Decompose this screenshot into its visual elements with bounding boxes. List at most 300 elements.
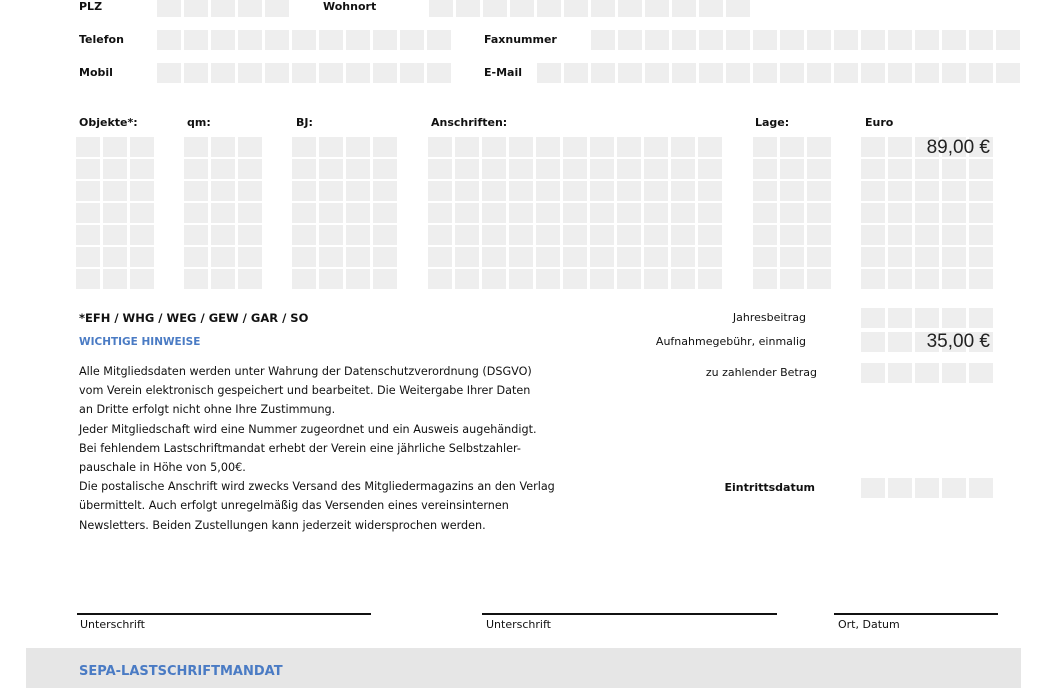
lage-cell[interactable]: [753, 159, 777, 179]
wohnort-cell[interactable]: [672, 0, 696, 17]
zahlender-cell[interactable]: [942, 363, 966, 383]
email-cell[interactable]: [780, 63, 804, 83]
lage-cell[interactable]: [780, 137, 804, 157]
anschriften-cell[interactable]: [590, 247, 614, 267]
euro-cell[interactable]: [861, 225, 885, 245]
lage-cell[interactable]: [753, 225, 777, 245]
eintritt-cell[interactable]: [861, 478, 885, 498]
mobil-cell[interactable]: [346, 63, 370, 83]
objekte-cell[interactable]: [103, 159, 127, 179]
fax-field[interactable]: [591, 30, 1020, 50]
anschriften-cell[interactable]: [671, 181, 695, 201]
euro-cell[interactable]: [915, 181, 939, 201]
objekte-cell[interactable]: [76, 269, 100, 289]
anschriften-cell[interactable]: [455, 225, 479, 245]
euro-cell[interactable]: [861, 203, 885, 223]
wohnort-cell[interactable]: [537, 0, 561, 17]
bj-cell[interactable]: [373, 159, 397, 179]
wohnort-cell[interactable]: [645, 0, 669, 17]
telefon-cell[interactable]: [373, 30, 397, 50]
bj-cell[interactable]: [346, 181, 370, 201]
qm-cell[interactable]: [238, 247, 262, 267]
bj-cell[interactable]: [292, 159, 316, 179]
anschriften-cell[interactable]: [698, 181, 722, 201]
qm-cell[interactable]: [238, 159, 262, 179]
anschriften-cell[interactable]: [536, 269, 560, 289]
euro-cell[interactable]: [861, 181, 885, 201]
anschriften-cell[interactable]: [617, 181, 641, 201]
bj-cell[interactable]: [373, 225, 397, 245]
euro-cell[interactable]: [915, 269, 939, 289]
qm-cell[interactable]: [211, 159, 235, 179]
euro-cell[interactable]: [861, 269, 885, 289]
anschriften-cell[interactable]: [617, 269, 641, 289]
aufnahme-cell[interactable]: [888, 332, 912, 352]
anschriften-cell[interactable]: [698, 247, 722, 267]
plz-field[interactable]: [157, 0, 289, 17]
anschriften-cell[interactable]: [563, 159, 587, 179]
mobil-field[interactable]: [157, 63, 451, 83]
lage-grid[interactable]: [753, 137, 831, 289]
euro-cell[interactable]: [888, 159, 912, 179]
plz-cell[interactable]: [265, 0, 289, 17]
email-cell[interactable]: [672, 63, 696, 83]
anschriften-cell[interactable]: [428, 137, 452, 157]
bj-cell[interactable]: [346, 269, 370, 289]
anschriften-cell[interactable]: [428, 159, 452, 179]
aufnahme-cell[interactable]: [861, 332, 885, 352]
email-cell[interactable]: [726, 63, 750, 83]
jahresbeitrag-cell[interactable]: [888, 308, 912, 328]
anschriften-cell[interactable]: [563, 203, 587, 223]
anschriften-cell[interactable]: [644, 225, 668, 245]
objekte-cell[interactable]: [130, 269, 154, 289]
plz-cell[interactable]: [157, 0, 181, 17]
euro-cell[interactable]: [888, 225, 912, 245]
anschriften-cell[interactable]: [644, 269, 668, 289]
email-cell[interactable]: [996, 63, 1020, 83]
anschriften-cell[interactable]: [482, 181, 506, 201]
fax-cell[interactable]: [726, 30, 750, 50]
wohnort-cell[interactable]: [510, 0, 534, 17]
euro-cell[interactable]: [942, 181, 966, 201]
email-cell[interactable]: [969, 63, 993, 83]
anschriften-cell[interactable]: [563, 225, 587, 245]
bj-cell[interactable]: [346, 247, 370, 267]
euro-cell[interactable]: [942, 269, 966, 289]
anschriften-cell[interactable]: [455, 247, 479, 267]
email-cell[interactable]: [915, 63, 939, 83]
qm-cell[interactable]: [184, 247, 208, 267]
anschriften-cell[interactable]: [428, 225, 452, 245]
lage-cell[interactable]: [780, 203, 804, 223]
euro-cell[interactable]: [969, 247, 993, 267]
fax-cell[interactable]: [672, 30, 696, 50]
euro-cell[interactable]: [969, 203, 993, 223]
telefon-cell[interactable]: [292, 30, 316, 50]
objekte-cell[interactable]: [103, 137, 127, 157]
mobil-cell[interactable]: [238, 63, 262, 83]
objekte-cell[interactable]: [103, 181, 127, 201]
mobil-cell[interactable]: [400, 63, 424, 83]
anschriften-cell[interactable]: [536, 247, 560, 267]
anschriften-cell[interactable]: [698, 269, 722, 289]
objekte-cell[interactable]: [130, 225, 154, 245]
wohnort-cell[interactable]: [699, 0, 723, 17]
telefon-cell[interactable]: [265, 30, 289, 50]
anschriften-cell[interactable]: [590, 269, 614, 289]
anschriften-cell[interactable]: [509, 159, 533, 179]
euro-grid[interactable]: [861, 137, 993, 289]
euro-cell[interactable]: [861, 137, 885, 157]
anschriften-cell[interactable]: [482, 247, 506, 267]
lage-cell[interactable]: [780, 247, 804, 267]
anschriften-cell[interactable]: [536, 137, 560, 157]
bj-cell[interactable]: [346, 225, 370, 245]
lage-cell[interactable]: [780, 225, 804, 245]
anschriften-cell[interactable]: [617, 247, 641, 267]
telefon-cell[interactable]: [346, 30, 370, 50]
bj-cell[interactable]: [292, 247, 316, 267]
fax-cell[interactable]: [942, 30, 966, 50]
bj-cell[interactable]: [373, 137, 397, 157]
anschriften-cell[interactable]: [509, 225, 533, 245]
euro-cell[interactable]: [942, 225, 966, 245]
qm-cell[interactable]: [211, 181, 235, 201]
anschriften-cell[interactable]: [536, 181, 560, 201]
lage-cell[interactable]: [807, 247, 831, 267]
bj-cell[interactable]: [319, 137, 343, 157]
anschriften-cell[interactable]: [455, 137, 479, 157]
euro-cell[interactable]: [888, 203, 912, 223]
wohnort-cell[interactable]: [591, 0, 615, 17]
euro-cell[interactable]: [942, 247, 966, 267]
email-cell[interactable]: [645, 63, 669, 83]
objekte-grid[interactable]: [76, 137, 154, 289]
telefon-cell[interactable]: [319, 30, 343, 50]
bj-cell[interactable]: [319, 181, 343, 201]
bj-cell[interactable]: [346, 203, 370, 223]
anschriften-cell[interactable]: [563, 181, 587, 201]
anschriften-cell[interactable]: [455, 159, 479, 179]
anschriften-cell[interactable]: [455, 269, 479, 289]
email-cell[interactable]: [942, 63, 966, 83]
anschriften-cell[interactable]: [428, 269, 452, 289]
lage-cell[interactable]: [807, 225, 831, 245]
plz-cell[interactable]: [238, 0, 262, 17]
anschriften-cell[interactable]: [644, 137, 668, 157]
anschriften-cell[interactable]: [644, 159, 668, 179]
eintritt-cell[interactable]: [969, 478, 993, 498]
objekte-cell[interactable]: [76, 225, 100, 245]
fax-cell[interactable]: [618, 30, 642, 50]
mobil-cell[interactable]: [265, 63, 289, 83]
jahresbeitrag-cell[interactable]: [942, 308, 966, 328]
qm-cell[interactable]: [238, 137, 262, 157]
eintritt-cell[interactable]: [942, 478, 966, 498]
euro-cell[interactable]: [942, 203, 966, 223]
objekte-cell[interactable]: [130, 159, 154, 179]
qm-cell[interactable]: [184, 137, 208, 157]
bj-cell[interactable]: [319, 247, 343, 267]
signature-line-1[interactable]: [77, 613, 371, 615]
fax-cell[interactable]: [645, 30, 669, 50]
telefon-cell[interactable]: [427, 30, 451, 50]
euro-cell[interactable]: [888, 269, 912, 289]
lage-cell[interactable]: [753, 269, 777, 289]
wohnort-cell[interactable]: [618, 0, 642, 17]
anschriften-cell[interactable]: [563, 247, 587, 267]
plz-cell[interactable]: [211, 0, 235, 17]
zahlender-cell[interactable]: [969, 363, 993, 383]
mobil-cell[interactable]: [184, 63, 208, 83]
wohnort-field[interactable]: [429, 0, 750, 17]
objekte-cell[interactable]: [76, 159, 100, 179]
anschriften-cell[interactable]: [590, 159, 614, 179]
anschriften-cell[interactable]: [698, 159, 722, 179]
bj-grid[interactable]: [292, 137, 397, 289]
mobil-cell[interactable]: [373, 63, 397, 83]
jahresbeitrag-cell[interactable]: [915, 308, 939, 328]
mobil-cell[interactable]: [157, 63, 181, 83]
fax-cell[interactable]: [780, 30, 804, 50]
mobil-cell[interactable]: [427, 63, 451, 83]
euro-cell[interactable]: [969, 269, 993, 289]
euro-cell[interactable]: [969, 181, 993, 201]
anschriften-cell[interactable]: [671, 159, 695, 179]
wohnort-cell[interactable]: [483, 0, 507, 17]
anschriften-cell[interactable]: [671, 137, 695, 157]
bj-cell[interactable]: [292, 225, 316, 245]
jahresbeitrag-field[interactable]: [861, 308, 993, 328]
anschriften-cell[interactable]: [590, 181, 614, 201]
wohnort-cell[interactable]: [564, 0, 588, 17]
telefon-cell[interactable]: [211, 30, 235, 50]
telefon-cell[interactable]: [157, 30, 181, 50]
email-field[interactable]: [537, 63, 1020, 83]
bj-cell[interactable]: [319, 225, 343, 245]
lage-cell[interactable]: [780, 181, 804, 201]
mobil-cell[interactable]: [292, 63, 316, 83]
anschriften-cell[interactable]: [617, 159, 641, 179]
objekte-cell[interactable]: [103, 203, 127, 223]
anschriften-cell[interactable]: [590, 225, 614, 245]
anschriften-cell[interactable]: [536, 159, 560, 179]
anschriften-cell[interactable]: [698, 225, 722, 245]
objekte-cell[interactable]: [76, 137, 100, 157]
zahlender-cell[interactable]: [915, 363, 939, 383]
fax-cell[interactable]: [969, 30, 993, 50]
qm-cell[interactable]: [211, 137, 235, 157]
bj-cell[interactable]: [373, 269, 397, 289]
wohnort-cell[interactable]: [429, 0, 453, 17]
qm-cell[interactable]: [238, 225, 262, 245]
anschriften-cell[interactable]: [563, 137, 587, 157]
anschriften-cell[interactable]: [509, 247, 533, 267]
anschriften-cell[interactable]: [482, 269, 506, 289]
euro-cell[interactable]: [969, 225, 993, 245]
anschriften-cell[interactable]: [563, 269, 587, 289]
bj-cell[interactable]: [292, 137, 316, 157]
email-cell[interactable]: [618, 63, 642, 83]
mobil-cell[interactable]: [319, 63, 343, 83]
qm-cell[interactable]: [238, 203, 262, 223]
anschriften-cell[interactable]: [671, 225, 695, 245]
lage-cell[interactable]: [807, 181, 831, 201]
qm-cell[interactable]: [184, 181, 208, 201]
bj-cell[interactable]: [292, 269, 316, 289]
ort-datum-line[interactable]: [834, 613, 998, 615]
bj-cell[interactable]: [373, 181, 397, 201]
anschriften-cell[interactable]: [509, 137, 533, 157]
bj-cell[interactable]: [373, 203, 397, 223]
telefon-cell[interactable]: [238, 30, 262, 50]
qm-cell[interactable]: [211, 247, 235, 267]
anschriften-cell[interactable]: [590, 137, 614, 157]
lage-cell[interactable]: [807, 203, 831, 223]
bj-cell[interactable]: [319, 203, 343, 223]
email-cell[interactable]: [888, 63, 912, 83]
email-cell[interactable]: [537, 63, 561, 83]
anschriften-cell[interactable]: [455, 203, 479, 223]
qm-cell[interactable]: [211, 203, 235, 223]
objekte-cell[interactable]: [103, 269, 127, 289]
objekte-cell[interactable]: [76, 247, 100, 267]
objekte-cell[interactable]: [130, 203, 154, 223]
fax-cell[interactable]: [861, 30, 885, 50]
anschriften-cell[interactable]: [536, 225, 560, 245]
fax-cell[interactable]: [888, 30, 912, 50]
euro-cell[interactable]: [915, 203, 939, 223]
email-cell[interactable]: [699, 63, 723, 83]
anschriften-cell[interactable]: [509, 269, 533, 289]
email-cell[interactable]: [591, 63, 615, 83]
qm-cell[interactable]: [184, 159, 208, 179]
fax-cell[interactable]: [807, 30, 831, 50]
euro-cell[interactable]: [915, 225, 939, 245]
fax-cell[interactable]: [699, 30, 723, 50]
euro-cell[interactable]: [888, 247, 912, 267]
lage-cell[interactable]: [807, 137, 831, 157]
anschriften-cell[interactable]: [482, 159, 506, 179]
objekte-cell[interactable]: [103, 225, 127, 245]
objekte-cell[interactable]: [130, 181, 154, 201]
euro-cell[interactable]: [969, 159, 993, 179]
objekte-cell[interactable]: [130, 247, 154, 267]
mobil-cell[interactable]: [211, 63, 235, 83]
fax-cell[interactable]: [591, 30, 615, 50]
euro-cell[interactable]: [861, 159, 885, 179]
euro-cell[interactable]: [915, 247, 939, 267]
anschriften-cell[interactable]: [590, 203, 614, 223]
email-cell[interactable]: [834, 63, 858, 83]
fax-cell[interactable]: [834, 30, 858, 50]
bj-cell[interactable]: [373, 247, 397, 267]
anschriften-cell[interactable]: [671, 203, 695, 223]
fax-cell[interactable]: [996, 30, 1020, 50]
anschriften-cell[interactable]: [617, 137, 641, 157]
eintritt-cell[interactable]: [888, 478, 912, 498]
qm-cell[interactable]: [184, 203, 208, 223]
anschriften-cell[interactable]: [428, 203, 452, 223]
anschriften-cell[interactable]: [428, 247, 452, 267]
euro-cell[interactable]: [942, 159, 966, 179]
lage-cell[interactable]: [780, 159, 804, 179]
euro-cell[interactable]: [888, 181, 912, 201]
telefon-cell[interactable]: [400, 30, 424, 50]
anschriften-cell[interactable]: [617, 203, 641, 223]
euro-cell[interactable]: [915, 159, 939, 179]
objekte-cell[interactable]: [103, 247, 127, 267]
lage-cell[interactable]: [753, 137, 777, 157]
bj-cell[interactable]: [319, 159, 343, 179]
wohnort-cell[interactable]: [726, 0, 750, 17]
anschriften-cell[interactable]: [644, 247, 668, 267]
eintrittsdatum-field[interactable]: [861, 478, 993, 498]
objekte-cell[interactable]: [76, 203, 100, 223]
email-cell[interactable]: [753, 63, 777, 83]
anschriften-cell[interactable]: [428, 181, 452, 201]
anschriften-cell[interactable]: [698, 137, 722, 157]
objekte-cell[interactable]: [76, 181, 100, 201]
jahresbeitrag-cell[interactable]: [969, 308, 993, 328]
euro-cell[interactable]: [861, 247, 885, 267]
lage-cell[interactable]: [780, 269, 804, 289]
euro-cell[interactable]: [888, 137, 912, 157]
anschriften-cell[interactable]: [509, 203, 533, 223]
plz-cell[interactable]: [184, 0, 208, 17]
lage-cell[interactable]: [807, 159, 831, 179]
email-cell[interactable]: [564, 63, 588, 83]
anschriften-cell[interactable]: [617, 225, 641, 245]
lage-cell[interactable]: [753, 181, 777, 201]
anschriften-cell[interactable]: [644, 181, 668, 201]
lage-cell[interactable]: [753, 247, 777, 267]
qm-cell[interactable]: [184, 269, 208, 289]
wohnort-cell[interactable]: [456, 0, 480, 17]
lage-cell[interactable]: [753, 203, 777, 223]
anschriften-cell[interactable]: [536, 203, 560, 223]
telefon-field[interactable]: [157, 30, 451, 50]
anschriften-cell[interactable]: [455, 181, 479, 201]
bj-cell[interactable]: [319, 269, 343, 289]
jahresbeitrag-cell[interactable]: [861, 308, 885, 328]
qm-cell[interactable]: [238, 269, 262, 289]
anschriften-cell[interactable]: [482, 137, 506, 157]
anschriften-grid[interactable]: [428, 137, 722, 289]
qm-cell[interactable]: [184, 225, 208, 245]
anschriften-cell[interactable]: [509, 181, 533, 201]
anschriften-cell[interactable]: [671, 269, 695, 289]
anschriften-cell[interactable]: [698, 203, 722, 223]
telefon-cell[interactable]: [184, 30, 208, 50]
bj-cell[interactable]: [346, 159, 370, 179]
bj-cell[interactable]: [292, 181, 316, 201]
qm-cell[interactable]: [211, 269, 235, 289]
fax-cell[interactable]: [753, 30, 777, 50]
zahlender-cell[interactable]: [888, 363, 912, 383]
eintritt-cell[interactable]: [915, 478, 939, 498]
qm-cell[interactable]: [238, 181, 262, 201]
lage-cell[interactable]: [807, 269, 831, 289]
qm-grid[interactable]: [184, 137, 262, 289]
bj-cell[interactable]: [346, 137, 370, 157]
anschriften-cell[interactable]: [482, 203, 506, 223]
signature-line-2[interactable]: [482, 613, 777, 615]
anschriften-cell[interactable]: [644, 203, 668, 223]
anschriften-cell[interactable]: [671, 247, 695, 267]
email-cell[interactable]: [807, 63, 831, 83]
